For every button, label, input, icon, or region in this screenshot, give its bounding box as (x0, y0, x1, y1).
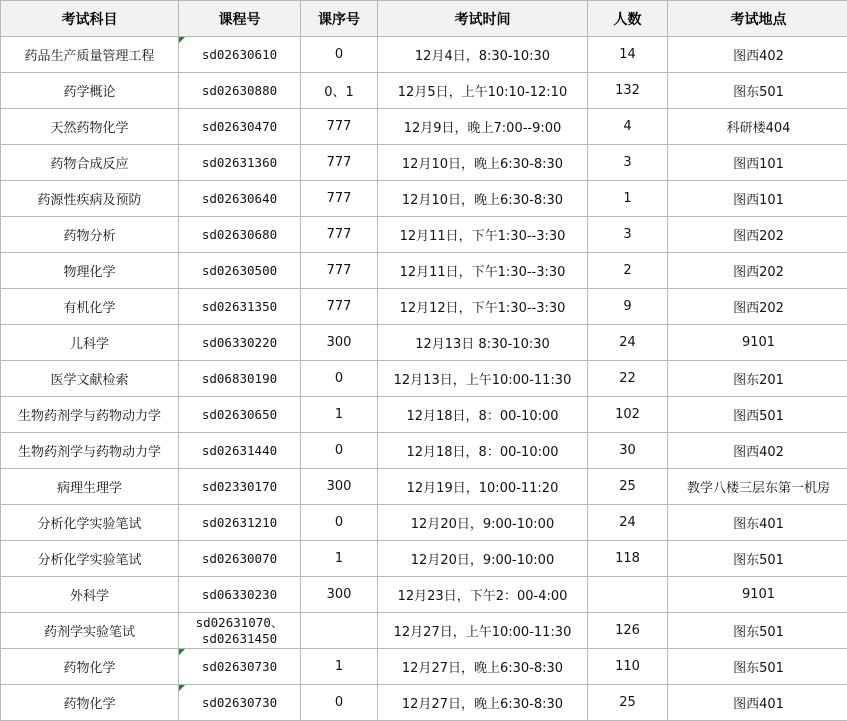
course-code-cell: sd02630500 (179, 253, 301, 289)
section-cell: 0 (301, 505, 378, 541)
exam-time-cell: 12月12日，下午1:30--3:30 (378, 289, 588, 325)
subject-cell: 外科学 (1, 577, 179, 613)
count-cell: 25 (588, 469, 668, 505)
course-code-cell: sd02631440 (179, 433, 301, 469)
header-row (1, 1, 847, 37)
section-cell: 1 (301, 397, 378, 433)
subject-cell: 病理生理学 (1, 469, 179, 505)
subject-cell: 药物分析 (1, 217, 179, 253)
section-cell: 300 (301, 577, 378, 613)
count-cell: 3 (588, 217, 668, 253)
count-cell: 110 (588, 649, 668, 685)
subject-cell: 儿科学 (1, 325, 179, 361)
table-row (1, 649, 847, 685)
section-cell: 1 (301, 649, 378, 685)
exam-time-cell: 12月27日，晚上6:30-8:30 (378, 685, 588, 721)
table-row (1, 37, 847, 73)
count-cell: 126 (588, 613, 668, 649)
course-code-cell: sd02631210 (179, 505, 301, 541)
table-row (1, 505, 847, 541)
subject-cell: 天然药物化学 (1, 109, 179, 145)
count-cell (588, 577, 668, 613)
section-cell: 1 (301, 541, 378, 577)
exam-time-cell: 12月5日，上午10:10-12:10 (378, 73, 588, 109)
count-cell: 2 (588, 253, 668, 289)
count-cell: 1 (588, 181, 668, 217)
table-row (1, 109, 847, 145)
location-cell: 9101 (668, 325, 847, 361)
table-row (1, 325, 847, 361)
section-cell: 0 (301, 361, 378, 397)
table-row (1, 217, 847, 253)
table-row (1, 541, 847, 577)
header-exam-time: 考试时间 (378, 1, 588, 37)
exam-time-cell: 12月13日 8:30-10:30 (378, 325, 588, 361)
subject-cell: 药学概论 (1, 73, 179, 109)
table-row (1, 469, 847, 505)
subject-cell: 药物化学 (1, 685, 179, 721)
table-row (1, 289, 847, 325)
section-cell: 0、1 (301, 73, 378, 109)
exam-time-cell: 12月20日，9:00-10:00 (378, 505, 588, 541)
section-cell: 300 (301, 325, 378, 361)
section-cell: 777 (301, 253, 378, 289)
count-cell: 102 (588, 397, 668, 433)
header-subject: 考试科目 (1, 1, 179, 37)
subject-cell: 物理化学 (1, 253, 179, 289)
location-cell: 图西202 (668, 253, 847, 289)
course-code-cell: sd06330220 (179, 325, 301, 361)
course-code-cell: sd02630880 (179, 73, 301, 109)
count-cell: 22 (588, 361, 668, 397)
location-cell: 图西202 (668, 289, 847, 325)
subject-cell: 药物合成反应 (1, 145, 179, 181)
table-row (1, 613, 847, 649)
location-cell: 图东501 (668, 541, 847, 577)
course-code-cell: sd02631350 (179, 289, 301, 325)
exam-time-cell: 12月10日，晚上6:30-8:30 (378, 181, 588, 217)
subject-cell: 生物药剂学与药物动力学 (1, 433, 179, 469)
location-cell: 科研楼404 (668, 109, 847, 145)
subject-cell: 药剂学实验笔试 (1, 613, 179, 649)
course-code-cell: sd02630610 (179, 37, 301, 73)
location-cell: 图东501 (668, 613, 847, 649)
section-cell: 777 (301, 181, 378, 217)
exam-time-cell: 12月9日，晚上7:00--9:00 (378, 109, 588, 145)
header-section: 课序号 (301, 1, 378, 37)
subject-cell: 药品生产质量管理工程 (1, 37, 179, 73)
table-row (1, 685, 847, 721)
count-cell: 132 (588, 73, 668, 109)
subject-cell: 药源性疾病及预防 (1, 181, 179, 217)
course-code-cell: sd02630640 (179, 181, 301, 217)
subject-cell: 医学文献检索 (1, 361, 179, 397)
location-cell: 图东501 (668, 649, 847, 685)
subject-cell: 有机化学 (1, 289, 179, 325)
table-row (1, 145, 847, 181)
course-code-cell: sd02630070 (179, 541, 301, 577)
location-cell: 9101 (668, 577, 847, 613)
exam-time-cell: 12月19日，10:00-11:20 (378, 469, 588, 505)
table-row (1, 577, 847, 613)
section-cell: 0 (301, 37, 378, 73)
section-cell: 777 (301, 109, 378, 145)
exam-time-cell: 12月18日，8：00-10:00 (378, 433, 588, 469)
section-cell: 777 (301, 289, 378, 325)
location-cell: 教学八楼三层东第一机房 (668, 469, 847, 505)
course-code-cell: sd02630730 (179, 685, 301, 721)
header-count: 人数 (588, 1, 668, 37)
exam-time-cell: 12月20日，9:00-10:00 (378, 541, 588, 577)
course-code-cell: sd02630470 (179, 109, 301, 145)
exam-time-cell: 12月11日，下午1:30--3:30 (378, 253, 588, 289)
course-code-cell: sd02630680 (179, 217, 301, 253)
course-code-cell: sd02630730 (179, 649, 301, 685)
table-row (1, 73, 847, 109)
subject-cell: 药物化学 (1, 649, 179, 685)
location-cell: 图西501 (668, 397, 847, 433)
course-code-line: sd02631070、 (181, 615, 298, 631)
location-cell: 图东201 (668, 361, 847, 397)
exam-time-cell: 12月4日，8:30-10:30 (378, 37, 588, 73)
exam-time-cell: 12月10日，晚上6:30-8:30 (378, 145, 588, 181)
subject-cell: 生物药剂学与药物动力学 (1, 397, 179, 433)
exam-time-cell: 12月23日，下午2：00-4:00 (378, 577, 588, 613)
header-location: 考试地点 (668, 1, 847, 37)
count-cell: 3 (588, 145, 668, 181)
table-row (1, 253, 847, 289)
location-cell: 图西101 (668, 145, 847, 181)
exam-time-cell: 12月27日，晚上6:30-8:30 (378, 649, 588, 685)
location-cell: 图西202 (668, 217, 847, 253)
course-code-cell: sd02631360 (179, 145, 301, 181)
count-cell: 24 (588, 325, 668, 361)
count-cell: 118 (588, 541, 668, 577)
course-code-cell: sd02330170 (179, 469, 301, 505)
section-cell: 777 (301, 217, 378, 253)
exam-time-cell: 12月18日，8：00-10:00 (378, 397, 588, 433)
count-cell: 24 (588, 505, 668, 541)
table-row (1, 361, 847, 397)
section-cell: 0 (301, 685, 378, 721)
exam-time-cell: 12月27日，上午10:00-11:30 (378, 613, 588, 649)
count-cell: 14 (588, 37, 668, 73)
course-code-line: sd02631450 (181, 631, 298, 647)
table-row (1, 397, 847, 433)
section-cell (301, 613, 378, 649)
count-cell: 30 (588, 433, 668, 469)
table-row (1, 433, 847, 469)
course-code-cell: sd06830190 (179, 361, 301, 397)
location-cell: 图西101 (668, 181, 847, 217)
subject-cell: 分析化学实验笔试 (1, 505, 179, 541)
count-cell: 9 (588, 289, 668, 325)
course-code-cell: sd06330230 (179, 577, 301, 613)
exam-time-cell: 12月11日，下午1:30--3:30 (378, 217, 588, 253)
exam-time-cell: 12月13日，上午10:00-11:30 (378, 361, 588, 397)
count-cell: 4 (588, 109, 668, 145)
location-cell: 图东501 (668, 73, 847, 109)
location-cell: 图西402 (668, 37, 847, 73)
section-cell: 0 (301, 433, 378, 469)
header-course-code: 课程号 (179, 1, 301, 37)
course-code-cell: sd02630650 (179, 397, 301, 433)
location-cell: 图东401 (668, 505, 847, 541)
location-cell: 图西402 (668, 433, 847, 469)
location-cell: 图西401 (668, 685, 847, 721)
table-row (1, 181, 847, 217)
count-cell: 25 (588, 685, 668, 721)
section-cell: 777 (301, 145, 378, 181)
section-cell: 300 (301, 469, 378, 505)
course-code-cell (179, 613, 301, 649)
subject-cell: 分析化学实验笔试 (1, 541, 179, 577)
